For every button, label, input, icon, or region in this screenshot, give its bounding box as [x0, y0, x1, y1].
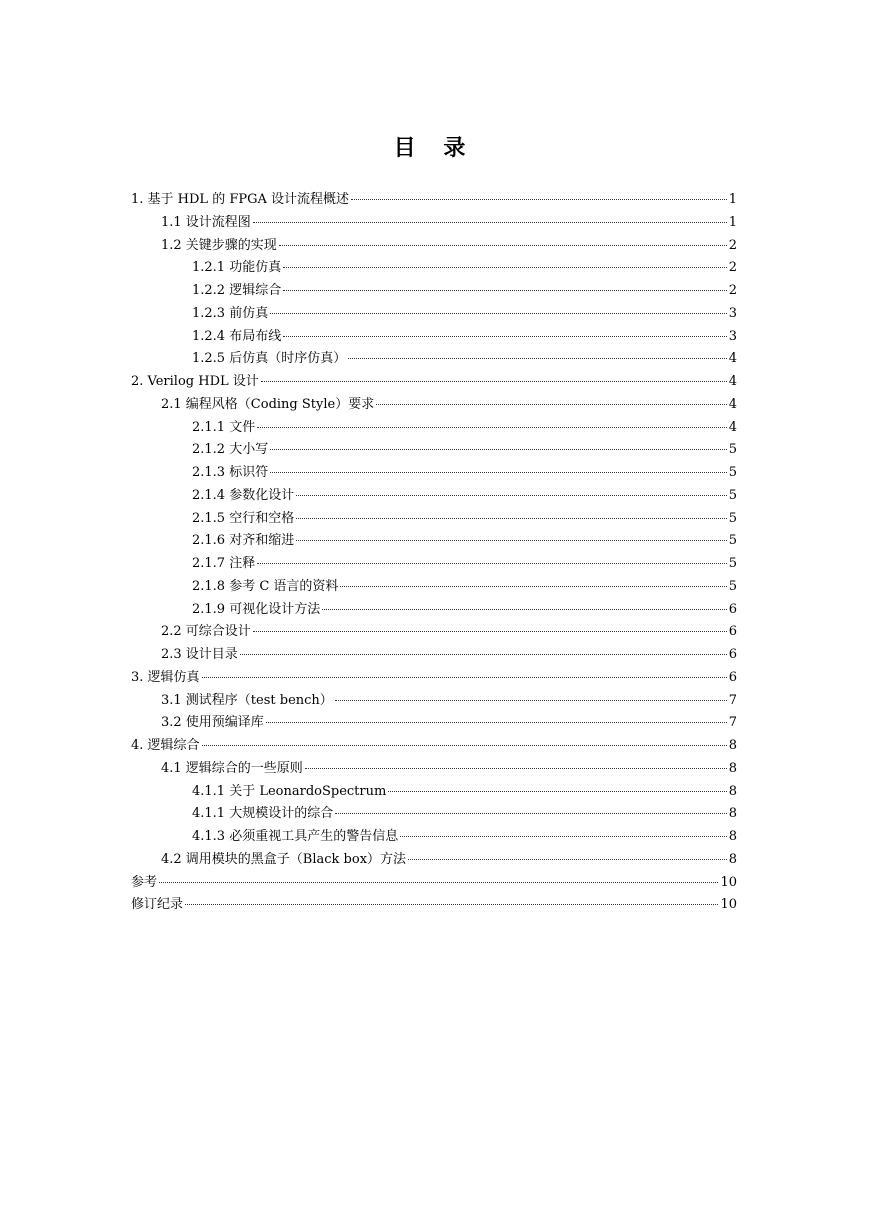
toc-entry-page-number: 4 [728, 374, 737, 389]
toc-entry[interactable] [131, 282, 737, 305]
toc-entry-label: 2.1.2 大小写 [192, 442, 269, 458]
toc-entry[interactable] [131, 737, 737, 760]
toc-dot-leader [351, 199, 727, 200]
toc-entry-page-number: 8 [728, 783, 737, 799]
toc-entry-label: 2. Verilog HDL 设计 [131, 374, 259, 389]
toc-dot-leader [296, 518, 727, 519]
toc-dot-leader [270, 313, 727, 314]
toc-dot-leader [296, 495, 727, 496]
toc-entry[interactable] [131, 623, 737, 646]
toc-title: 目 录 [393, 136, 476, 161]
toc-entry-page-number: 3 [728, 328, 737, 344]
toc-dot-leader [322, 609, 727, 610]
toc-entry[interactable] [131, 396, 737, 419]
toc-entry-page-number: 4 [728, 419, 737, 435]
toc-entry[interactable] [131, 783, 737, 806]
toc-dot-leader [279, 245, 727, 246]
toc-entry-label: 1.2.3 前仿真 [192, 305, 269, 321]
toc-dot-leader [159, 882, 718, 883]
toc-entry-label: 1.1 设计流程图 [161, 214, 251, 230]
toc-entry-page-number: 2 [728, 283, 737, 298]
toc-entry-label: 2.3 设计目录 [161, 647, 238, 662]
toc-entry[interactable] [131, 646, 737, 669]
toc-entry-label: 1.2 关键步骤的实现 [161, 237, 277, 253]
toc-entry[interactable] [131, 487, 737, 510]
toc-dot-leader [400, 836, 727, 837]
toc-entry-label: 修订纪录 [131, 897, 184, 913]
toc-entry-page-number: 6 [728, 624, 737, 640]
toc-entry-page-number: 2 [728, 260, 737, 276]
toc-entry[interactable] [131, 896, 737, 919]
toc-entry-page-number: 5 [728, 533, 737, 549]
toc-dot-leader [283, 267, 727, 268]
toc-dot-leader [348, 358, 727, 359]
toc-entry-label: 1.2.5 后仿真（时序仿真） [192, 351, 347, 367]
toc-dot-leader [270, 449, 727, 450]
toc-entry-label: 3. 逻辑仿真 [131, 669, 200, 685]
toc-entry-page-number: 1 [728, 214, 737, 230]
toc-entry-page-number: 4 [728, 396, 737, 412]
toc-entry-page-number: 5 [728, 510, 737, 526]
toc-entry-page-number: 10 [720, 897, 737, 913]
toc-entry[interactable] [131, 305, 737, 328]
toc-entry-label: 2.1.4 参数化设计 [192, 487, 295, 503]
toc-entry[interactable] [131, 464, 737, 487]
toc-entry[interactable] [131, 601, 737, 624]
toc-dot-leader [340, 586, 726, 587]
toc-entry[interactable] [131, 237, 737, 260]
toc-entry-label: 2.1.1 文件 [192, 419, 256, 435]
toc-entry-page-number: 6 [728, 669, 737, 685]
toc-entry-label: 1.2.2 逻辑综合 [192, 283, 282, 298]
toc-dot-leader [261, 381, 727, 382]
toc-entry[interactable] [131, 532, 737, 555]
toc-entry[interactable] [131, 350, 737, 373]
toc-entry[interactable] [131, 259, 737, 282]
toc-entry[interactable] [131, 851, 737, 874]
toc-entry[interactable] [131, 373, 737, 396]
toc-entry-label: 1.2.1 功能仿真 [192, 260, 282, 276]
toc-dot-leader [335, 813, 727, 814]
toc-entry-label: 4.1 逻辑综合的一些原则 [161, 760, 303, 776]
toc-entry[interactable] [131, 191, 737, 214]
toc-entry-page-number: 8 [728, 851, 737, 867]
toc-entry-page-number: 8 [728, 829, 737, 844]
toc-entry-label: 4.1.3 必须重视工具产生的警告信息 [192, 829, 399, 844]
toc-entry-page-number: 7 [728, 715, 737, 731]
toc-entry[interactable] [131, 328, 737, 351]
toc-entry[interactable] [131, 828, 737, 851]
toc-entry-page-number: 10 [720, 874, 737, 890]
toc-entry-label: 2.1.9 可视化设计方法 [192, 601, 321, 617]
toc-entry-label: 3.1 测试程序（test bench） [161, 692, 333, 708]
toc-entry[interactable] [131, 714, 737, 737]
toc-entry-page-number: 5 [728, 556, 737, 571]
toc-entry[interactable] [131, 669, 737, 692]
toc-entry-label: 2.1.6 对齐和缩进 [192, 533, 295, 549]
toc-entry-page-number: 7 [728, 692, 737, 708]
toc-entry-page-number: 2 [728, 237, 737, 253]
toc-entry-label: 1. 基于 HDL 的 FPGA 设计流程概述 [131, 192, 349, 207]
toc-dot-leader [266, 722, 727, 723]
toc-entry-page-number: 3 [728, 305, 737, 321]
toc-entry[interactable] [131, 578, 737, 601]
toc-entry[interactable] [131, 692, 737, 715]
toc-entry-page-number: 8 [728, 738, 737, 753]
toc-entry-label: 4.2 调用模块的黑盒子（Black box）方法 [161, 851, 407, 867]
toc-entry[interactable] [131, 214, 737, 237]
toc-dot-leader [376, 404, 727, 405]
toc-dot-leader [283, 290, 727, 291]
toc-dot-leader [335, 700, 727, 701]
toc-entry-page-number: 6 [728, 647, 737, 662]
toc-entry[interactable] [131, 874, 737, 897]
toc-entry-label: 2.1.3 标识符 [192, 465, 269, 480]
toc-dot-leader [202, 677, 727, 678]
toc-entry-page-number: 8 [728, 760, 737, 776]
toc-entry-page-number: 5 [728, 465, 737, 480]
toc-entry-page-number: 5 [728, 487, 737, 503]
toc-dot-leader [257, 563, 727, 564]
toc-entry-page-number: 5 [728, 442, 737, 458]
toc-entry[interactable] [131, 760, 737, 783]
toc-entry[interactable] [131, 419, 737, 442]
toc-entry[interactable] [131, 555, 737, 578]
toc-dot-leader [257, 427, 727, 428]
table-of-contents [131, 191, 737, 919]
toc-entry-label: 1.2.4 布局布线 [192, 328, 282, 344]
toc-dot-leader [296, 540, 727, 541]
toc-dot-leader [305, 768, 727, 769]
toc-entry-page-number: 4 [728, 351, 737, 367]
toc-dot-leader [240, 654, 727, 655]
toc-entry-label: 2.1.5 空行和空格 [192, 510, 295, 526]
toc-dot-leader [253, 631, 727, 632]
toc-dot-leader [270, 472, 727, 473]
toc-entry[interactable] [131, 510, 737, 533]
toc-entry-page-number: 5 [728, 578, 737, 594]
toc-entry-label: 4.1.1 大规模设计的综合 [192, 806, 334, 822]
toc-entry-label: 4.1.1 关于 LeonardoSpectrum [192, 783, 387, 799]
toc-entry-label: 2.1.7 注释 [192, 556, 256, 571]
toc-entry-label: 参考 [131, 874, 158, 890]
toc-entry-label: 4. 逻辑综合 [131, 738, 200, 753]
toc-entry-page-number: 1 [728, 192, 737, 207]
toc-entry-label: 2.2 可综合设计 [161, 624, 251, 640]
toc-dot-leader [253, 222, 727, 223]
toc-dot-leader [185, 904, 718, 905]
toc-entry[interactable] [131, 441, 737, 464]
toc-entry-label: 3.2 使用预编译库 [161, 715, 264, 731]
toc-entry-page-number: 8 [728, 806, 737, 822]
toc-entry[interactable] [131, 805, 737, 828]
toc-entry-page-number: 6 [728, 601, 737, 617]
toc-entry-label: 2.1.8 参考 C 语言的资料 [192, 578, 339, 594]
toc-entry-label: 2.1 编程风格（Coding Style）要求 [161, 396, 375, 412]
toc-dot-leader [388, 791, 726, 792]
toc-dot-leader [283, 336, 727, 337]
toc-dot-leader [408, 859, 727, 860]
toc-dot-leader [202, 745, 727, 746]
